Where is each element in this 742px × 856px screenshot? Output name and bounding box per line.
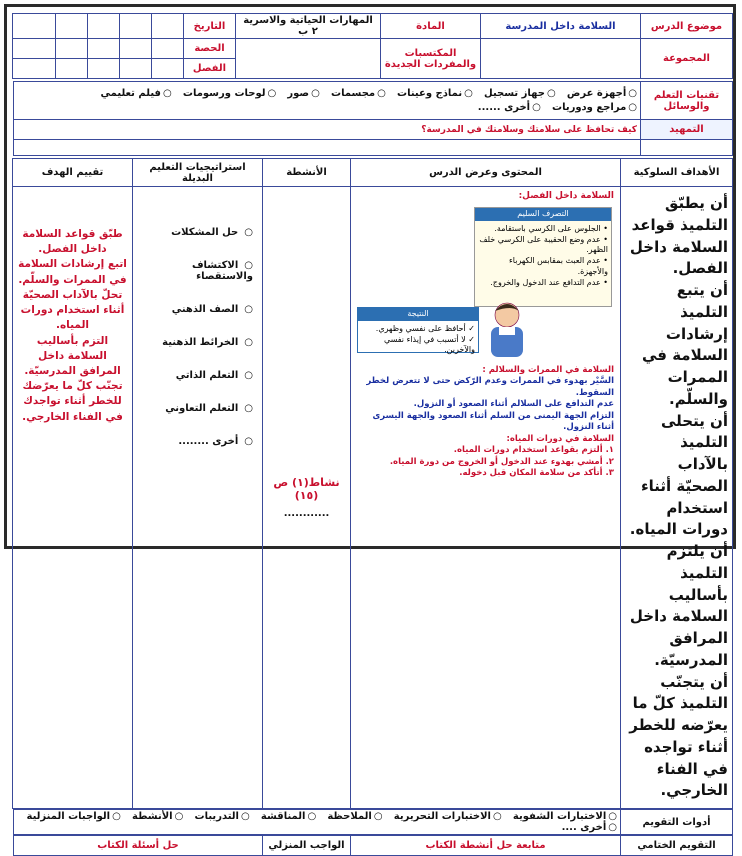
strategy-option[interactable]: ○ الاكتشاف والاستقصاء: [142, 260, 253, 282]
strategy-option[interactable]: ○ التعلم التعاوني: [142, 403, 253, 414]
homework-label: الواجب المنزلي: [263, 836, 351, 856]
content-cell: [351, 187, 621, 809]
assessment-option[interactable]: ○ الاختبارات الشفوية: [513, 811, 617, 822]
tool-option[interactable]: ○ فيلم تعليمي: [101, 88, 172, 99]
topic-value: السلامة داخل المدرسة: [481, 14, 641, 39]
content-line: ١. ألتزم بقواعد استخدام دورات المياه.: [453, 445, 614, 456]
strategy-option[interactable]: ○ أخرى ........: [142, 436, 253, 447]
content-header: المحتوى وعرض الدرس: [351, 159, 621, 187]
box-line: ✓ لا أتسبب في إيذاء نفسي والآخرين.: [383, 334, 475, 355]
box-line: ✓ أحافظ على نفسي وظهري.: [375, 323, 475, 333]
strategies-list: [136, 227, 259, 447]
tools-table: [13, 81, 733, 156]
date-cell[interactable]: [152, 14, 184, 39]
date-cell[interactable]: [88, 14, 120, 39]
tool-option[interactable]: ○ صور: [287, 88, 319, 99]
content-section1-title: السلامة داخل الفصل:: [518, 191, 614, 201]
objectives-cell: [621, 187, 733, 809]
strategy-option[interactable]: ○ حل المشكلات: [142, 227, 253, 238]
vocab-label: المكتسبات والمفردات الجديدة: [381, 39, 481, 79]
strategies-header: استراتيجيات التعليم البديلة: [133, 159, 263, 187]
final-label: التقويم الختامي: [621, 836, 733, 856]
assessment-option[interactable]: ○ الأنشطة: [132, 811, 183, 822]
subject-label: المادة: [381, 14, 481, 39]
activities-cell: [263, 187, 351, 809]
class-cell[interactable]: [56, 59, 88, 79]
topic-label: موضوع الدرس: [641, 14, 733, 39]
tool-option[interactable]: ○ مجسمات: [331, 88, 386, 99]
objective-item: أن يطبّق التلميذ قواعد السلامة داخل الفصل.: [629, 194, 728, 278]
tool-option[interactable]: ○ نماذج وعينات: [397, 88, 473, 99]
evaluation-item: اتبع إرشادات السلامة في الممرات والسلّم.: [18, 258, 127, 286]
box-header: النتيجة: [358, 308, 478, 321]
box-line: • عدم وضع الحقيبة على الكرسي خلف الظهر.: [479, 234, 608, 255]
date-cell[interactable]: [13, 14, 56, 39]
period-cell[interactable]: [13, 39, 56, 59]
tool-option[interactable]: ○ أخرى ......: [478, 102, 541, 113]
date-cell[interactable]: [120, 14, 152, 39]
group-label: المجموعة: [641, 39, 733, 79]
period-cell[interactable]: [88, 39, 120, 59]
evaluation-item: التزم بأساليب السلامة داخل المرافق المدرسيّة.: [24, 334, 121, 377]
evaluation-item: تجنّب كلّ ما يعرّضك للخطر أثناء تواجدك في الفناء الخارجي.: [22, 380, 123, 423]
tool-option[interactable]: ○ لوحات ورسومات: [183, 88, 276, 99]
evaluation-item: تحلّ بالآداب الصحيّة أثناء استخدام دورات المياه.: [20, 288, 125, 332]
class-cell[interactable]: [88, 59, 120, 79]
objectives-header: الأهداف السلوكية: [621, 159, 733, 187]
objective-item: أن يتجنّب التلميذ كلّ ما يعرّضه للخطر أثناء تواجده في الفناء الخارجي.: [629, 672, 728, 800]
tool-option[interactable]: ○ مراجع ودوريات: [552, 102, 637, 113]
period-cell[interactable]: [152, 39, 184, 59]
box-line: • عدم العبث بمقابس الكهرباء والأجهزة.: [509, 256, 608, 276]
content-line: عدم التدافع على السلالم أثناء الصعود أو النزول.: [413, 399, 614, 410]
assessment-option[interactable]: ○ الملاحظة: [327, 811, 382, 822]
homework-value: حل أسئلة الكتاب: [14, 836, 263, 856]
period-label: الحصة: [184, 39, 236, 59]
class-cell[interactable]: [120, 59, 152, 79]
content-box-behaviour: [474, 207, 612, 307]
box-line: • الجلوس على الكرسي باستقامة.: [494, 223, 608, 233]
objective-item: أن يتحلى التلميذ بالآداب الصحيّة أثناء استخدام دورات المياه.: [629, 411, 728, 539]
activities-header: الأنشطة: [263, 159, 351, 187]
assessment-option[interactable]: ○ أخرى ....: [562, 822, 617, 833]
assessment-option[interactable]: ○ التدريبات: [195, 811, 250, 822]
strategy-option[interactable]: ○ الصف الذهني: [142, 304, 253, 315]
lesson-plan: [13, 13, 733, 851]
footer-table: [13, 835, 733, 856]
content-line: ٢. أمشي بهدوء عند الدخول أو الخروج من دورة المياه.: [389, 456, 614, 467]
tool-option[interactable]: ○ أجهزة عرض: [567, 88, 637, 99]
box-header: التصرف السليم: [475, 208, 611, 221]
content-section2-title: السلامة في الممرات والسلالم :: [482, 365, 614, 375]
content-text-block: [357, 365, 614, 480]
assessment-label: أدوات التقويم: [621, 810, 733, 835]
assessment-option[interactable]: ○ الواجبات المنزلية: [27, 811, 121, 822]
class-label: الفصل: [184, 59, 236, 79]
body-table: [12, 158, 733, 809]
class-cell[interactable]: [152, 59, 184, 79]
evaluation-header: تقييم الهدف: [13, 159, 133, 187]
followup-text: متابعة حل أنشطة الكتاب: [351, 836, 621, 856]
vocab-value[interactable]: [236, 39, 381, 79]
assessment-option[interactable]: ○ الاختبارات التحريرية: [394, 811, 502, 822]
strategies-cell: [133, 187, 263, 809]
assessment-option[interactable]: ○ المناقشة: [261, 811, 316, 822]
student-illustration: [481, 299, 533, 361]
intro-text: كيف تحافظ على سلامتك وسلامتك في المدرسة؟: [14, 120, 641, 140]
strategy-option[interactable]: ○ التعلم الذاتي: [142, 370, 253, 381]
content-section3-title: السلامة في دورات المياه:: [506, 433, 614, 444]
period-cell[interactable]: [56, 39, 88, 59]
strategy-option[interactable]: ○ الخرائط الذهنية: [142, 337, 253, 348]
assessment-options: [14, 810, 621, 835]
period-cell[interactable]: [120, 39, 152, 59]
tools-label: تقنيات التعلم والوسائل: [641, 82, 733, 120]
class-cell[interactable]: [13, 59, 56, 79]
evaluation-item: طبّق قواعد السلامة داخل الفصل.: [22, 228, 123, 256]
content-line: التزام الجهة اليمنى من السلم أثناء الصعود والجهة اليسرى أثناء النزول.: [372, 410, 614, 433]
content-line: السَّيْر بهدوء في الممرات وعدم الرّكض حتى لا تتعرض لخطر السقوط.: [366, 376, 614, 398]
header-table: [12, 13, 733, 79]
content-line: ٣. أتأكد من سلامة المكان قبل دخوله.: [459, 468, 614, 479]
activity-item: نشاط(١) ص (١٥): [273, 476, 340, 502]
objective-item: أن يلتزم التلميذ بأساليب السلامة داخل المرافق المدرسيّة.: [629, 542, 728, 669]
activity-dots: ............: [283, 508, 330, 519]
tools-options: [14, 82, 641, 120]
page-frame: [4, 4, 736, 851]
assessment-table: [13, 809, 733, 835]
intro-label: التمهيد: [641, 120, 733, 140]
objective-item: أن يتبع التلميذ إرشادات السلامة في الممرات والسلّم.: [641, 281, 728, 408]
content-box-result: [357, 307, 479, 353]
box-line: • عدم التدافع عند الدخول والخروج.: [490, 277, 608, 287]
evaluation-cell: [13, 187, 133, 809]
spacer-cell: [641, 140, 733, 156]
date-cell[interactable]: [56, 14, 88, 39]
group-value[interactable]: [481, 39, 641, 79]
tool-option[interactable]: ○ جهاز تسجيل: [484, 88, 556, 99]
date-label: التاريخ: [184, 14, 236, 39]
content-panel: [351, 187, 620, 487]
subject-value: المهارات الحياتية والاسرية ٢ ب: [236, 14, 381, 39]
spacer-cell: [14, 140, 641, 156]
